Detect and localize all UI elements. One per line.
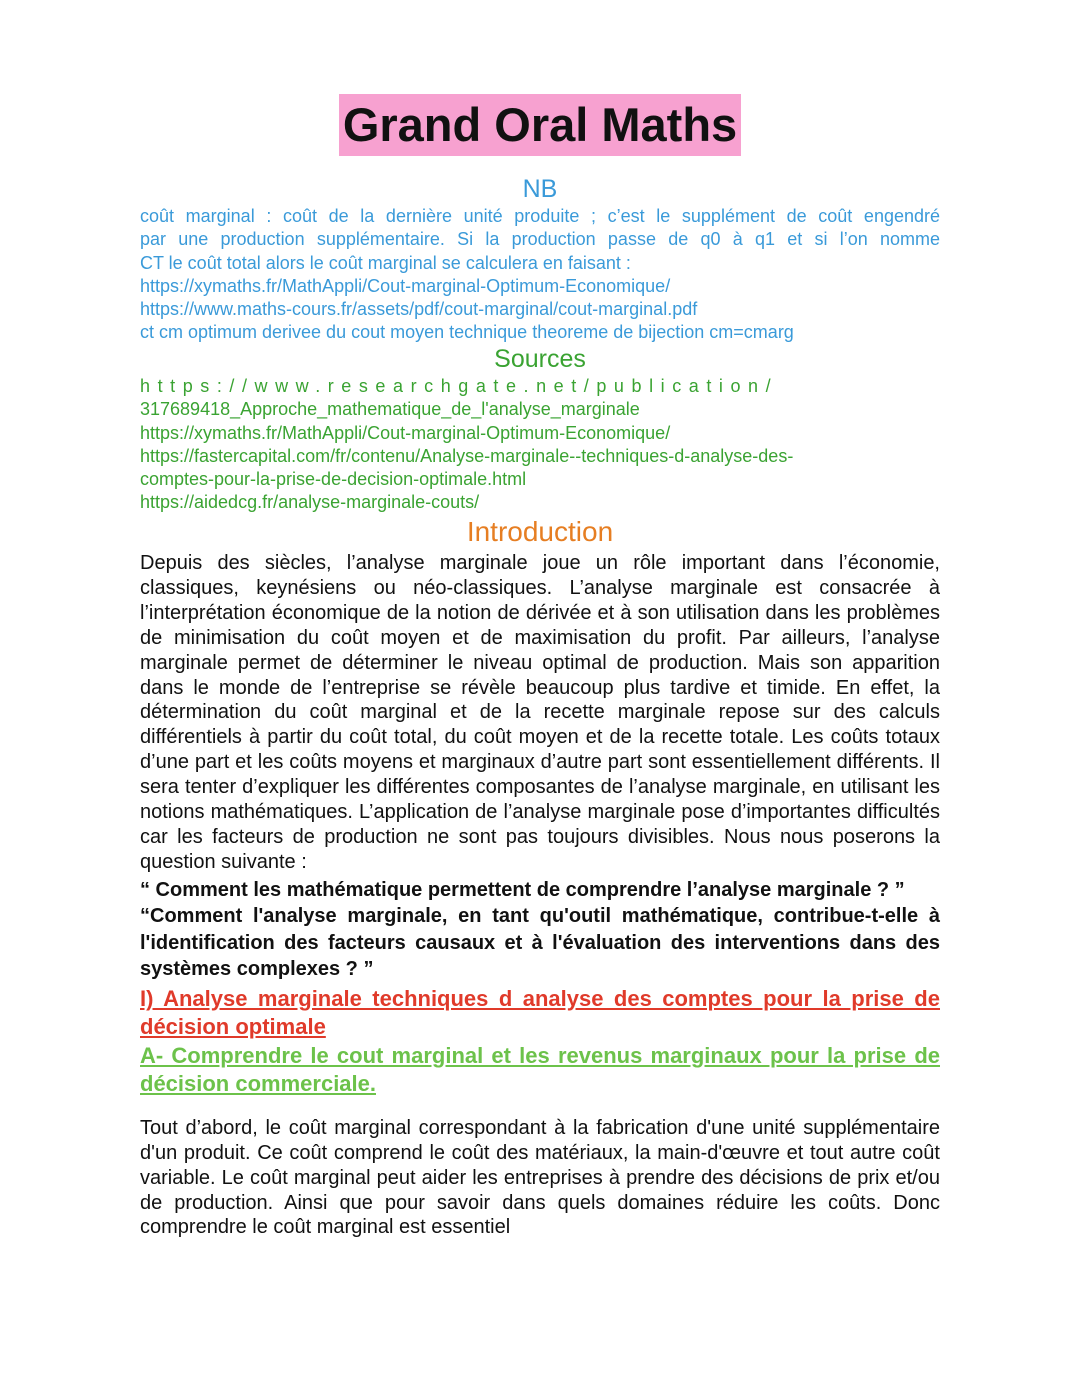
source-link[interactable]: https://aidedcg.fr/analyse-marginale-couts/ xyxy=(140,492,480,513)
source-link[interactable]: https://fastercapital.com/fr/contenu/Analyse-marginale--techniques-d-analyse-des- xyxy=(140,445,794,466)
nb-line: ct cm optimum derivee du cout moyen technique theoreme de bijection cm=cmarg xyxy=(140,322,794,343)
research-question-1: “ Comment les mathématique permettent de comprendre l’analyse marginale ? ” xyxy=(140,878,905,901)
source-link[interactable]: https://www.researchgate.net/publication/ xyxy=(140,376,779,396)
title-block xyxy=(0,94,1080,156)
sources-block xyxy=(140,375,940,515)
nb-heading: NB xyxy=(522,175,558,203)
section-1-heading: I) Analyse marginale techniques d analyse des comptes pour la prise de décision optimale xyxy=(140,985,940,1039)
nb-block xyxy=(140,205,940,345)
subsection-a-paragraph: Tout d’abord, le coût marginal correspondant à la fabrication d'une unité supplémentaire d'un produit. Ce coût comprend le coût des matériaux, la main-d'œuvre et tout autre coût variable. Le coût marginal peut aider les entreprises à prendre des décisions de prix et/ou de production. Ainsi que pour savoir dans quels domaines réduire les coûts. Donc comprendre le coût marginal est essentiel xyxy=(140,1116,940,1239)
introduction-body xyxy=(140,551,940,1240)
nb-line: coût marginal : coût de la dernière unité produite ; c’est le supplément de coût engendré xyxy=(140,206,940,226)
nb-link[interactable]: https://xymaths.fr/MathAppli/Cout-marginal-Optimum-Economique/ xyxy=(140,275,671,296)
source-link[interactable]: comptes-pour-la-prise-de-decision-optimale.html xyxy=(140,469,527,490)
nb-line: CT le coût total alors le coût marginal se calculera en faisant : xyxy=(140,252,631,273)
nb-line: par une production supplémentaire. Si la production passe de q0 à q1 et si l’on nomme xyxy=(140,229,940,250)
sources-heading: Sources xyxy=(494,345,586,373)
source-link[interactable]: https://xymaths.fr/MathAppli/Cout-marginal-Optimum-Economique/ xyxy=(140,422,671,443)
nb-link[interactable]: https://www.maths-cours.fr/assets/pdf/cout-marginal/cout-marginal.pdf xyxy=(140,299,698,320)
research-question-2: “Comment l'analyse marginale, en tant qu'outil mathématique, contribue-t-elle à l'identification des facteurs causaux et à l'évaluation des interventions dans des systèmes complexes ? ” xyxy=(140,905,940,981)
introduction-paragraph: Depuis des siècles, l’analyse marginale joue un rôle important dans l’économie, classiques, keynésiens ou néo-classiques. L’analyse marginale est consacrée à l’interprétation économique de la notion de dérivée et à son utilisation dans les problèmes de minimisation du coût moyen et de maximisation du profit. Par ailleurs, l’analyse marginale permet de déterminer le niveau optimal de production. Mais son apparition dans le monde de l’entreprise se révèle beaucoup plus tardive et timide. En effet, la détermination du coût marginal et de la recette marginale repose sur des calculs différentiels à partir du coût total, du coût moyen et de la recette totale. Les coûts totaux d’une part et les coûts moyens et marginaux d’autre part sont essentiellement différents. Il sera tenter d’expliquer les différentes composantes de l’analyse marginale, en utilisant les notions mathématiques. L’application de l’analyse marginale pose d’importantes difficultés car les facteurs de production ne sont pas toujours divisibles. Nous nous poserons la question suivante : xyxy=(140,552,940,873)
subsection-a-heading: A- Comprendre le cout marginal et les revenus marginaux pour la prise de décision commerciale. xyxy=(140,1042,940,1096)
introduction-heading: Introduction xyxy=(466,516,614,547)
source-link[interactable]: 317689418_Approche_mathematique_de_l'analyse_marginale xyxy=(140,399,640,420)
page-title: Grand Oral Maths xyxy=(339,94,741,156)
